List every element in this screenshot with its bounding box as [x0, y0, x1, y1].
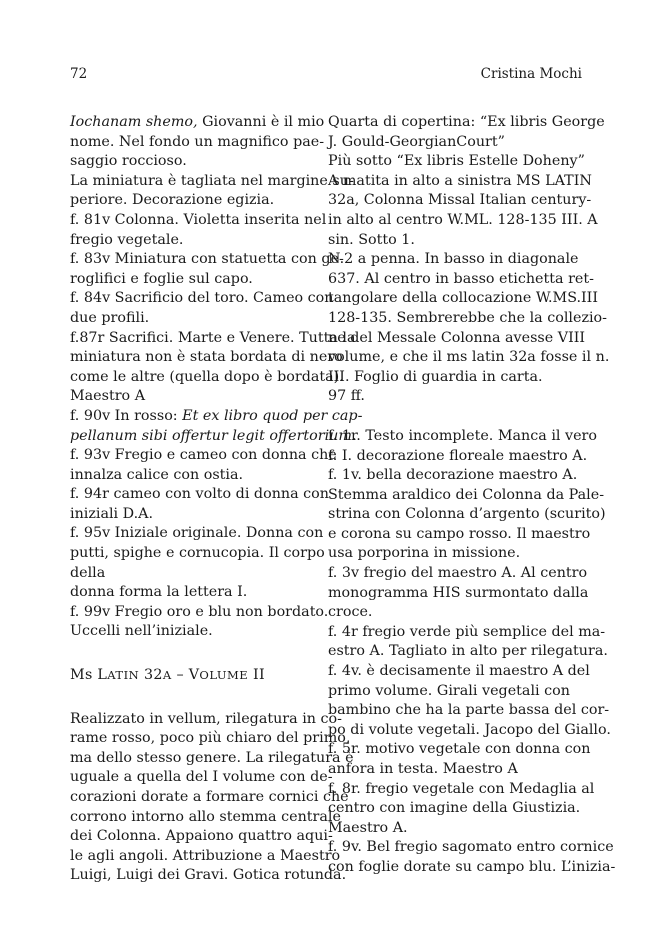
text-run: corrono intorno allo stemma centrale [70, 808, 341, 825]
text-run: e corona su campo rosso. Il maestro [328, 525, 591, 542]
text-run: 32a, Colonna Missal Italian century- [328, 192, 592, 209]
text-line [328, 133, 570, 153]
text-run: 637. Al centro in basso etichetta ret- [328, 270, 594, 287]
right-column-folio-notes [328, 427, 616, 878]
text-line [328, 191, 592, 211]
text-line [70, 446, 337, 466]
text-run: corazioni dorate a formare cornici che [70, 789, 349, 805]
text-run: f. 4r fregio verde più semplice del ma- [328, 623, 606, 640]
text-line [70, 289, 334, 309]
text-run: Luigi, Luigi dei Gravi. Gotica rotunda. [70, 867, 347, 884]
text-run: innalza calice con ostia. [70, 466, 244, 483]
text-run: sin. Sotto 1. [328, 231, 415, 248]
text-line [70, 309, 313, 329]
text-line [328, 701, 610, 721]
text-line [70, 191, 313, 211]
text-run: Giovanni è il mio [197, 114, 325, 130]
text-line [328, 231, 570, 251]
text-run: f. 93v Fregio e cameo con donna che [70, 447, 337, 464]
text-run: f. 1r. Testo incomplete. Manca il vero [328, 427, 597, 444]
text-line [328, 544, 570, 564]
text-line [70, 231, 313, 251]
text-run: f. 81v Colonna. Violetta inserita nel [70, 211, 327, 228]
text-line [70, 847, 341, 867]
text-run: f. 5r. motivo vegetale con donna con [328, 741, 591, 758]
text-line [328, 858, 616, 878]
text-run: A matita in alto a sinistra MS LATIN [328, 172, 592, 189]
text-run: uguale a quella del I volume con de- [70, 769, 333, 786]
text-line [70, 113, 325, 133]
section-heading: Ms LATIN 32A – VOLUME II [70, 667, 265, 684]
text-run: f. 95v Iniziale originale. Donna con [70, 525, 324, 542]
text-run: N.2 a penna. In basso in diagonale [328, 251, 579, 268]
text-line [70, 583, 313, 603]
text-line [328, 427, 597, 447]
text-line [70, 827, 333, 847]
right-column-cover-notes [328, 113, 610, 407]
text-run: f. 4v. è decisamente il maestro A del [328, 663, 590, 680]
text-run: saggio roccioso. [70, 153, 187, 170]
text-run: donna forma la lettera I. [70, 584, 248, 601]
text-line [70, 485, 329, 505]
text-run: primo volume. Girali vegetali con [328, 682, 570, 699]
text-run: putti, spighe e cornucopia. Il corpo [70, 545, 325, 562]
text-line [70, 329, 356, 349]
text-line [70, 407, 363, 427]
text-run: dei Colonna. Appaiono quattro aqui- [70, 828, 333, 845]
italic-text-run: Iochanam shemo, [70, 114, 198, 130]
text-run: La miniatura è tagliata nel margine su- [70, 172, 354, 189]
text-line [70, 348, 343, 368]
text-line [70, 544, 325, 564]
text-line [70, 564, 313, 584]
text-run: due profili. [70, 309, 150, 326]
text-run: po di volute vegetali. Jacopo del Giallo. [328, 721, 611, 738]
text-line [328, 211, 598, 231]
text-run: fregio vegetale. [70, 231, 184, 248]
text-line [70, 133, 325, 153]
text-line [328, 152, 585, 172]
text-line [70, 729, 351, 749]
text-line [70, 603, 329, 623]
running-head-author: Cristina Mochi [480, 66, 582, 82]
text-line [328, 505, 606, 525]
text-run: miniatura non è stata bordata di nero [70, 349, 343, 366]
text-line [70, 768, 333, 788]
text-line [328, 368, 570, 388]
text-line [328, 113, 605, 133]
text-line [328, 623, 606, 643]
text-line [328, 603, 570, 623]
text-run: Più sotto “Ex libris Estelle Doheny” [328, 153, 585, 170]
text-line [70, 749, 354, 769]
page-header [70, 66, 582, 86]
right-column [328, 113, 616, 878]
text-run: J. Gould-GeorgianCourt” [328, 133, 505, 150]
text-run: monogramma HIS surmontato dalla [328, 584, 589, 601]
text-run: ma dello stesso genere. La rilegatura è [70, 749, 354, 766]
text-line [328, 584, 589, 604]
text-run: Maestro A. [328, 819, 408, 836]
text-line [70, 622, 313, 642]
page-number: 72 [70, 66, 88, 82]
text-run: f. 84v Sacrificio del toro. Cameo con [70, 290, 334, 307]
text-run: 128-135. Sembrerebbe che la collezio- [328, 309, 607, 326]
text-run: usa porporina in missione. [328, 545, 521, 562]
text-line [70, 524, 324, 544]
text-line [70, 808, 341, 828]
text-line [328, 682, 570, 702]
text-line [328, 250, 579, 270]
text-line [70, 270, 313, 290]
text-line [328, 819, 570, 839]
text-run: Quarta di copertina: “Ex libris George [328, 114, 605, 130]
text-run: con foglie dorate su campo blu. L’inizia- [328, 858, 616, 875]
text-line [70, 387, 313, 407]
text-line [328, 348, 610, 368]
text-line [328, 309, 607, 329]
text-line [328, 838, 614, 858]
text-run: centro con imagine della Giustizia. [328, 800, 581, 817]
text-line [70, 211, 327, 231]
text-run: nome. Nel fondo un magnifico pae- [70, 133, 325, 150]
text-run: croce. [328, 604, 373, 621]
text-line [328, 466, 578, 486]
text-line [70, 505, 313, 525]
text-line [70, 866, 347, 886]
text-run: III. Foglio di guardia in carta. [328, 368, 543, 385]
text-run: Uccelli nell’iniziale. [70, 623, 213, 640]
text-line [70, 152, 313, 172]
text-line [70, 172, 354, 192]
text-line [70, 788, 349, 808]
text-line [328, 525, 591, 545]
text-run: Maestro A [70, 388, 146, 405]
text-line [328, 740, 591, 760]
text-line [328, 662, 590, 682]
text-run: strina con Colonna d’argento (scurito) [328, 506, 606, 523]
text-run: iniziali D.A. [70, 505, 154, 522]
text-line [328, 799, 581, 819]
text-run: f. 99v Fregio oro e blu non bordato. [70, 603, 329, 620]
text-line [70, 466, 313, 486]
text-line [328, 721, 611, 741]
text-run: ne del Messale Colonna avesse VIII [328, 329, 586, 346]
italic-text-run: pellanum sibi offertur legit offertorium. [70, 427, 357, 444]
text-line [328, 289, 598, 309]
text-run: f. 1v. bella decorazione maestro A. [328, 467, 578, 484]
text-run: anfora in testa. Maestro A [328, 761, 518, 777]
text-line [328, 564, 588, 584]
text-run: bambino che ha la parte bassa del cor- [328, 702, 610, 719]
section-paragraph [70, 710, 354, 886]
text-run: f.87r Sacrifici. Marte e Venere. Tutta la [70, 329, 356, 346]
text-line [328, 270, 594, 290]
italic-text-run: Et ex libro quod per cap- [182, 407, 363, 424]
text-run: f. 94r cameo con volto di donna con [70, 486, 329, 503]
text-run: periore. Decorazione egizia. [70, 192, 275, 209]
text-line [70, 427, 357, 447]
text-run: f. 90v In rosso: [70, 407, 183, 424]
text-run: come le altre (quella dopo è bordata). [70, 368, 344, 385]
text-line [328, 329, 586, 349]
text-run: in alto al centro W.ML. 128-135 III. A [328, 211, 598, 228]
text-line [70, 250, 344, 270]
text-run: Realizzato in vellum, rilegatura in co- [70, 710, 342, 727]
text-run: f. 9v. Bel fregio sagomato entro cornice [328, 839, 614, 856]
text-run: volume, e che il ms latin 32a fosse il n. [328, 349, 610, 366]
text-line [328, 387, 570, 407]
text-run: rame rosso, poco più chiaro del primo, [70, 730, 351, 747]
text-run: estro A. Tagliato in alto per rilegatura. [328, 643, 608, 660]
text-line [70, 710, 342, 730]
text-run: 97 ff. [328, 388, 365, 405]
text-line [70, 368, 344, 388]
text-line [328, 642, 608, 662]
text-line [328, 447, 588, 467]
text-line [328, 172, 592, 192]
text-run: le agli angoli. Attribuzione a Maestro [70, 847, 341, 864]
text-run: f. I. decorazione floreale maestro A. [328, 447, 588, 464]
text-run: Stemma araldico dei Colonna da Pale- [328, 486, 605, 503]
text-run: tangolare della collocazione W.MS.III [328, 290, 598, 307]
text-line [328, 486, 605, 506]
text-line [328, 760, 570, 780]
text-run: f. 83v Miniatura con statuetta con ge- [70, 251, 344, 268]
text-run: della [70, 564, 106, 581]
text-line [328, 780, 595, 800]
text-run: roglifici e foglie sul capo. [70, 270, 253, 287]
text-run: f. 3v fregio del maestro A. Al centro [328, 565, 588, 582]
text-run: f. 8r. fregio vegetale con Medaglia al [328, 780, 595, 797]
